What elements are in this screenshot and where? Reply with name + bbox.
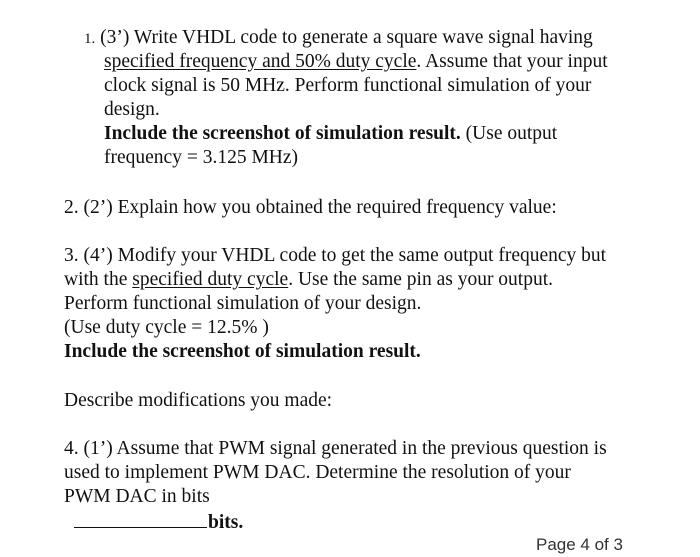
describe-line: Describe modifications you made: — [64, 390, 333, 411]
q4-answer-suffix: bits. — [208, 512, 244, 533]
q1-line-4: design. — [104, 99, 160, 120]
q1-marks: (3’) — [100, 27, 130, 48]
q3-line-5 — [64, 340, 421, 364]
q1-line-5 — [104, 122, 557, 146]
q1-bold-instruction: Include the screenshot of simulation result. — [104, 123, 461, 144]
q1-text-1: Write VHDL code to generate a square wave signal having — [133, 27, 593, 48]
q4-answer-line — [74, 510, 243, 535]
q4-line-1: 4. (1’) Assume that PWM signal generated in the previous question is — [64, 438, 607, 459]
q1-line-3: clock signal is 50 MHz. Perform functional simulation of your — [104, 75, 592, 96]
page-number-footer: Page 4 of 3 — [536, 535, 623, 554]
q4-line-2: used to implement PWM DAC. Determine the resolution of your — [64, 462, 571, 483]
q3-text-2-rest: . Use the same pin as your output. — [288, 269, 554, 290]
q1-number: 1. — [84, 31, 96, 47]
q3-line-2 — [64, 268, 553, 292]
q1-text-5: (Use output — [460, 123, 558, 144]
answer-blank[interactable] — [74, 510, 207, 528]
q1-underlined-spec: specified frequency and 50% duty cycle — [104, 51, 417, 72]
q3-line-3: Perform functional simulation of your design. — [64, 293, 422, 314]
q3-bold-instruction: Include the screenshot of simulation result. — [64, 341, 421, 362]
q3-text-2-pre: with the — [64, 269, 133, 290]
q1-line-1 — [84, 26, 593, 51]
q1-text-2: . Assume that your input — [416, 51, 608, 72]
q3-line-1: 3. (4’) Modify your VHDL code to get the same output frequency but — [64, 245, 607, 266]
q1-line-6: frequency = 3.125 MHz) — [104, 147, 299, 168]
q2-line-1: 2. (2’) Explain how you obtained the required frequency value: — [64, 197, 557, 218]
q4-line-3: PWM DAC in bits — [64, 486, 210, 507]
q1-line-2 — [104, 50, 608, 74]
q3-line-4: (Use duty cycle = 12.5% ) — [64, 317, 269, 338]
q3-underlined-spec: specified duty cycle — [132, 269, 289, 290]
